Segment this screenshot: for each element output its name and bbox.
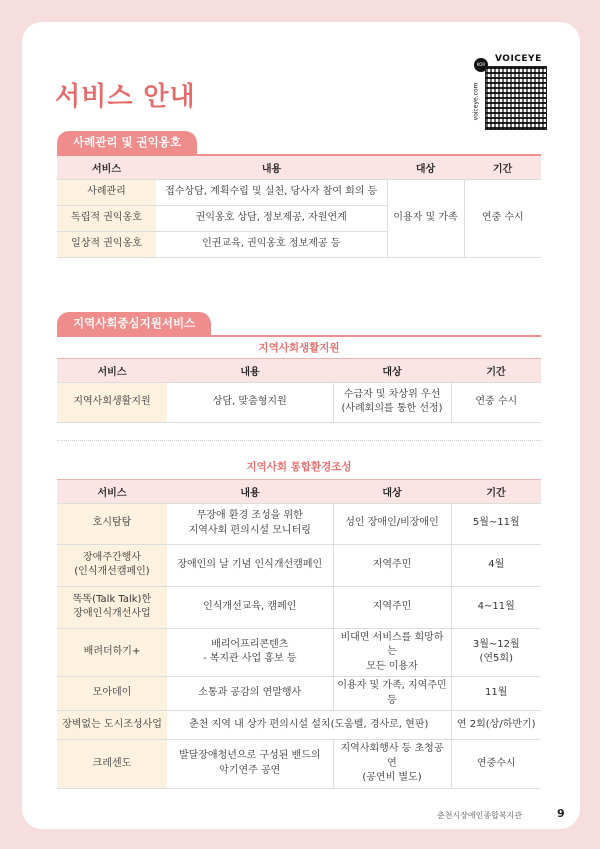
service-cell: 크레센도 bbox=[57, 740, 167, 789]
table-row bbox=[57, 179, 541, 205]
content-line: 발달장애청년으로 구성된 밴드의 bbox=[178, 750, 321, 762]
content-cell bbox=[167, 503, 333, 544]
table-row bbox=[57, 503, 541, 544]
period-cell: 4월 bbox=[451, 544, 541, 586]
header-content: 내용 bbox=[167, 359, 333, 382]
header-content: 내용 bbox=[156, 156, 387, 179]
target-cell: 이용자 및 가족 bbox=[387, 179, 464, 257]
period-cell: 4~11월 bbox=[451, 586, 541, 628]
table-header-row bbox=[57, 480, 541, 503]
service-line: 똑똑(Talk Talk)한 bbox=[72, 593, 152, 605]
service-cell bbox=[57, 586, 167, 628]
period-cell: 연 2회(상/하반기) bbox=[451, 711, 541, 740]
target-cell bbox=[333, 628, 451, 677]
period-line: (연5회) bbox=[479, 653, 513, 665]
service-line: (인식개선캠페인) bbox=[74, 566, 150, 577]
service-cell: 배려더하기+ bbox=[57, 628, 167, 677]
subheading-integration: 지역사회 통합환경조성 bbox=[246, 461, 352, 473]
service-cell: 호시탐탐 bbox=[57, 503, 167, 544]
table-header-row bbox=[57, 156, 541, 179]
target-line: 모든 이용자 bbox=[366, 660, 418, 672]
service-line: 장애주간행사 bbox=[83, 551, 141, 563]
content-cell: 인권교육, 권익옹호 정보제공 등 bbox=[156, 231, 387, 257]
content-cell: 소통과 공감의 연말행사 bbox=[167, 677, 333, 711]
dotted-divider bbox=[57, 440, 541, 441]
voiceye-qr-code bbox=[471, 54, 547, 130]
content-line: 악기연주 공연 bbox=[219, 764, 281, 776]
case-management-table bbox=[57, 156, 541, 258]
qr-pattern bbox=[485, 66, 547, 130]
content-cell: 춘천 지역 내 상가 편의시설 설치(도움벨, 경사로, 현판) bbox=[167, 711, 451, 740]
section-divider bbox=[57, 335, 541, 337]
period-line: 3월~12월 bbox=[472, 638, 520, 650]
content-line: 무장애 환경 조성을 위한 bbox=[196, 510, 303, 521]
service-cell: 일상적 권익옹호 bbox=[57, 231, 156, 257]
section-pill-community: 지역사회중심지원서비스 bbox=[57, 312, 211, 335]
kor-logo-icon: KOR bbox=[474, 58, 488, 72]
table-row bbox=[57, 544, 541, 586]
period-cell: 11월 bbox=[451, 677, 541, 711]
period-cell: 연중 수시 bbox=[464, 179, 541, 257]
page-title: 서비스 안내 bbox=[55, 82, 196, 112]
service-cell: 장벽없는 도시조성사업 bbox=[57, 711, 167, 740]
target-line: (공연비 별도) bbox=[362, 772, 422, 783]
service-cell bbox=[57, 544, 167, 586]
content-cell: 상담, 맞춤형지원 bbox=[167, 382, 333, 422]
target-line: (사례회의를 통한 선정) bbox=[341, 403, 443, 414]
table-header-row bbox=[57, 359, 541, 382]
target-cell bbox=[333, 740, 451, 789]
content-cell bbox=[167, 740, 333, 789]
table-row bbox=[57, 586, 541, 628]
period-cell: 5월~11월 bbox=[451, 503, 541, 544]
content-line: 배리어프리콘텐츠 bbox=[211, 638, 289, 650]
target-cell: 성인 장애인/비장애인 bbox=[333, 503, 451, 544]
target-cell: 지역주민 bbox=[333, 586, 451, 628]
target-line: 수급자 및 차상위 우선 bbox=[343, 388, 441, 400]
service-line: 장애인식개선사업 bbox=[73, 608, 151, 619]
header-service: 서비스 bbox=[57, 359, 167, 382]
table-row bbox=[57, 382, 541, 422]
content-cell: 권익옹호 상담, 정보제공, 자원연계 bbox=[156, 205, 387, 231]
table-row bbox=[57, 711, 541, 740]
content-line: 지역사회 편의시설 모니터링 bbox=[188, 524, 311, 536]
content-cell: 접수상담, 계획수립 및 실천, 당사자 참여 회의 등 bbox=[156, 179, 387, 205]
service-cell: 독립적 권익옹호 bbox=[57, 205, 156, 231]
service-cell: 모아데이 bbox=[57, 677, 167, 711]
header-period: 기간 bbox=[451, 359, 541, 382]
period-cell bbox=[451, 628, 541, 677]
table-row bbox=[57, 740, 541, 789]
header-target: 대상 bbox=[333, 359, 451, 382]
target-line: 지역사회행사 등 초청공연 bbox=[340, 743, 444, 769]
subheading-community-life: 지역사회생활지원 bbox=[258, 342, 340, 354]
header-content: 내용 bbox=[167, 480, 333, 503]
header-service: 서비스 bbox=[57, 480, 167, 503]
period-cell: 연중 수시 bbox=[451, 382, 541, 422]
page-number: 9 bbox=[557, 807, 565, 820]
target-cell: 이용자 및 가족, 지역주민 등 bbox=[333, 677, 451, 711]
qr-side-text: voiceye.com bbox=[472, 82, 480, 121]
period-cell: 연중수시 bbox=[451, 740, 541, 789]
service-cell: 사례관리 bbox=[57, 179, 156, 205]
header-period: 기간 bbox=[451, 480, 541, 503]
header-period: 기간 bbox=[464, 156, 541, 179]
content-cell: 인식개선교육, 캠페인 bbox=[167, 586, 333, 628]
service-cell: 지역사회생활지원 bbox=[57, 382, 167, 422]
target-cell: 지역주민 bbox=[333, 544, 451, 586]
header-target: 대상 bbox=[387, 156, 464, 179]
qr-brand: VOICEYE bbox=[495, 54, 542, 64]
table-row bbox=[57, 677, 541, 711]
content-cell bbox=[167, 628, 333, 677]
content-line: - 복지관 사업 홍보 등 bbox=[202, 653, 297, 665]
header-service: 서비스 bbox=[57, 156, 156, 179]
footer-org: 춘천시장애인종합복지관 bbox=[437, 811, 523, 820]
content-cell: 장애인의 날 기념 인식개선캠페인 bbox=[167, 544, 333, 586]
table-row bbox=[57, 628, 541, 677]
target-line: 비대면 서비스를 희망하는 bbox=[340, 631, 444, 657]
target-cell bbox=[333, 382, 451, 422]
integration-table bbox=[57, 480, 541, 789]
community-life-table bbox=[57, 359, 541, 423]
section-pill-case-management: 사례관리 및 권익옹호 bbox=[57, 131, 197, 154]
header-target: 대상 bbox=[333, 480, 451, 503]
